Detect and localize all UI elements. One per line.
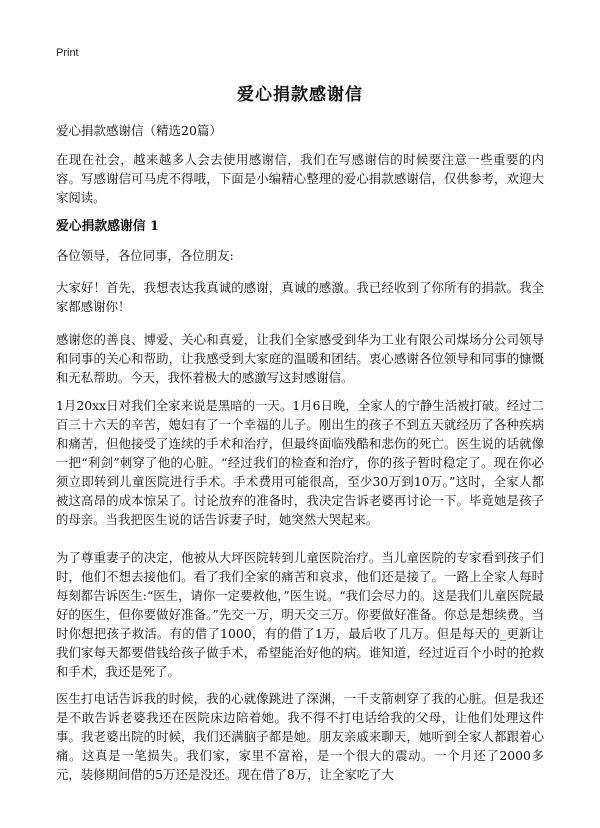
- print-link[interactable]: Print: [56, 47, 79, 59]
- body-paragraph-3: 1月20xx日对我们全家来说是黑暗的一天。1月6日晚，全家人的宁静生活被打破。经过二百三十六天的辛苦，媳妇有了一个幸福的儿子。刚出生的孩子不到五天就经历了各种疾病和痛苦，但他接受了连续的手术和治疗，但最终面临残酷和悲伤的死亡。医生说的话就像一把“利剑”刺穿了他的心脏。“经过我们的检查和治疗，你的孩子暂时稳定了。现在你必须立即转到儿童医院进行手术。手术费用可能很高，至少30万到10万。”这时，全家人都被这高昂的成本惊呆了。讨论放弃的准备时，我决定告诉老婆再讨论一下。毕竟她是孩子的母亲。当我把医生说的话告诉妻子时，她突然大哭起来。: [56, 398, 544, 527]
- intro-paragraph: 在现在社会，越来越多人会去使用感谢信，我们在写感谢信的时候要注意一些重要的内容。写感谢信可马虎不得哦，下面是小编精心整理的爱心捐款感谢信，仅供参考，欢迎大家阅读。: [56, 152, 544, 205]
- body-paragraph-5: 医生打电话告诉我的时候，我的心就像跳进了深渊，一千支箭刺穿了我的心脏。但是我还是不敢告诉老婆我还在医院床边陪着她。我不得不打电话给我的父母，让他们处理这件事。我老婆出院的时候，我们还满脑子都是她。朋友亲戚来聊天，她听到全家人都跟着心痛。这真是一笔损失。我们家，家里不富裕，是一个很大的震动。一个月还了2000多元，装修期间借的5万还是没还。现在借了8万，让全家吃了大: [56, 691, 544, 782]
- document-subtitle: 爱心捐款感谢信（精选20篇）: [56, 123, 222, 138]
- document-title: 爱心捐款感谢信: [237, 85, 363, 105]
- body-paragraph-1: 大家好！首先，我想表达我真诚的感谢，真诚的感激。我已经收到了你所有的捐款。我全家都感谢你！: [56, 280, 544, 314]
- body-paragraph-2: 感谢您的善良、博爱、关心和真爱，让我们全家感受到华为工业有限公司煤场分公司领导和同事的关心和帮助，让我感受到大家庭的温暖和团结。衷心感谢各位领导和同事的慷慨和无私帮助。今天，我怀着极大的感激写这封感谢信。: [56, 332, 544, 385]
- section-heading: 爱心捐款感谢信 1: [56, 219, 159, 234]
- body-paragraph-4: 为了尊重妻子的决定，他被从大坪医院转到儿童医院治疗。当儿童医院的专家看到孩子们时，他们不想去接他们。看了我们全家的痛苦和哀求，他们还是接了。一路上全家人每时每刻都告诉医生:“医生，请你一定要救他，”医生说。“我们会尽力的。这是我们儿童医院最好的医生，但你要做好准备。”先交一万，明天交三万。你要做好准备。你总是想续费。当时你想把孩子救活。有的借了1000，有的借了1万，最后收了几万。但是每天的_更新让我们家每天都要借钱给孩子做手术，希望能治好他的病。谁知道，经过近百个小时的抢救和手术，我还是死了。: [56, 550, 544, 679]
- greeting-line: 各位领导，各位同事，各位朋友:: [56, 248, 234, 263]
